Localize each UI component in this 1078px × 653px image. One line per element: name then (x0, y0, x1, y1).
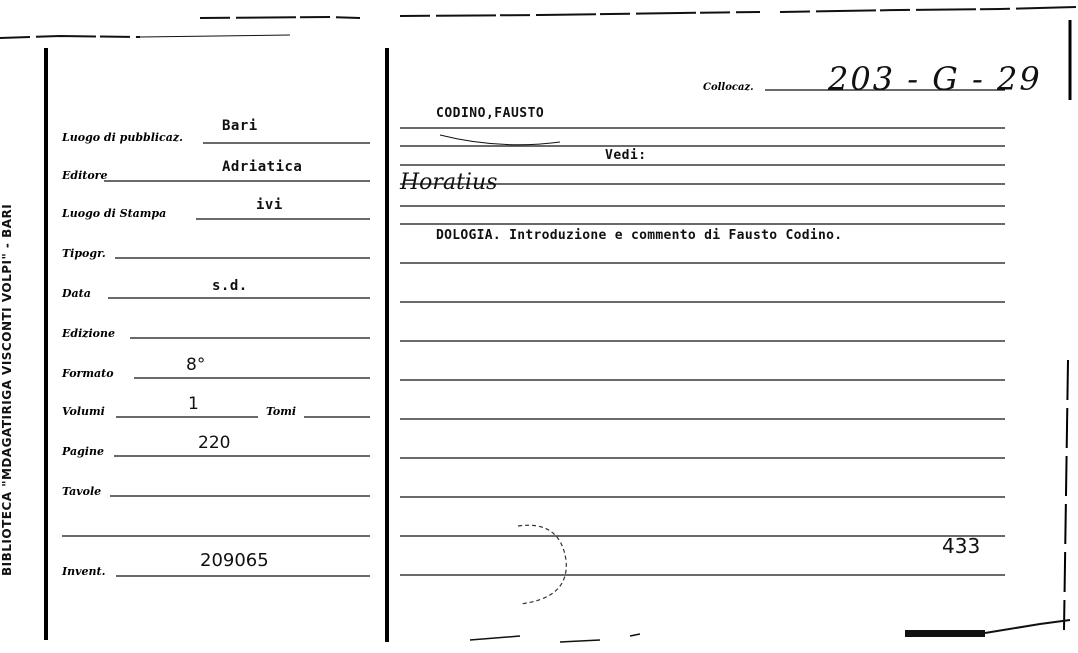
label-inventario: Invent. (62, 565, 106, 578)
value-inventario: 209065 (200, 550, 269, 571)
label-volumi: Volumi (62, 405, 105, 418)
collocazione-value: 203 - G - 29 (828, 60, 1042, 98)
value-volumi: 1 (188, 394, 199, 414)
value-formato: 8° (186, 355, 206, 375)
value-data: s.d. (212, 278, 248, 294)
description-text: DOLOGIA. Introduzione e commento di Fausto Codino. (436, 228, 843, 243)
author-name: CODINO,FAUSTO (436, 106, 545, 121)
label-luogo-stampa: Luogo di Stampa (62, 207, 167, 220)
label-tomi: Tomi (266, 405, 297, 418)
label-luogo-pubblicazione: Luogo di pubblicaz. (62, 131, 183, 144)
vedi-label: Vedi: (605, 148, 647, 163)
value-pagine: 220 (198, 433, 231, 453)
label-edizione: Edizione (62, 327, 116, 340)
value-luogo-stampa: ivi (256, 197, 283, 213)
label-tipografia: Tipogr. (62, 247, 106, 260)
label-tavole: Tavole (62, 485, 102, 498)
label-editore: Editore (62, 169, 108, 182)
label-formato: Formato (62, 367, 114, 380)
library-stamp-vertical: BIBLIOTECA "MDAGATIRIGA VISCONTI VOLPI" - BARI (0, 203, 14, 576)
bottom-number: 433 (942, 534, 981, 558)
value-editore: Adriatica (222, 159, 303, 175)
label-data: Data (62, 287, 91, 300)
handwritten-name: Horatius (400, 170, 498, 195)
collocazione-label: Collocaz. (703, 82, 754, 93)
value-luogo-pubblicazione: Bari (222, 118, 258, 134)
label-pagine: Pagine (62, 445, 104, 458)
